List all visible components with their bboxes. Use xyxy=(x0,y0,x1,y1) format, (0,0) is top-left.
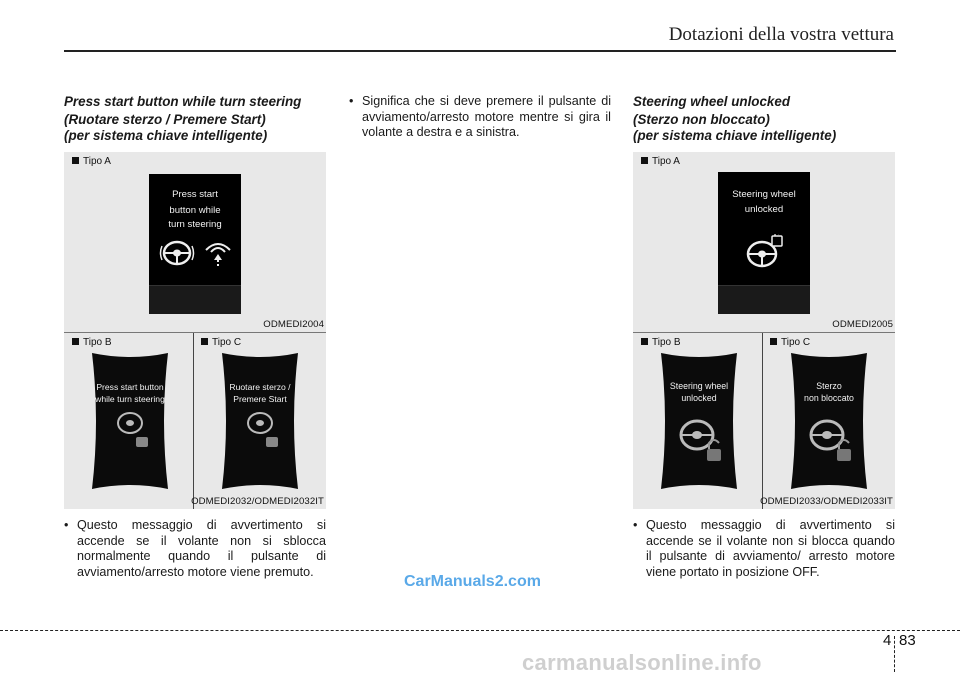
screen-line: while turn steering xyxy=(95,394,165,404)
heading-line: (Sterzo non bloccato) xyxy=(633,112,770,127)
screen-line: button while xyxy=(169,205,221,216)
figure-tag: Tipo A xyxy=(641,156,680,167)
figure-tipo-b-c xyxy=(64,332,326,509)
figure-tag: Tipo C xyxy=(770,337,810,348)
column-left xyxy=(64,94,326,580)
footer-watermark: carmanualsonline.info xyxy=(522,650,762,675)
cluster-screen xyxy=(149,174,241,314)
heading-line: Steering wheel unlocked xyxy=(633,94,791,109)
cluster-screen xyxy=(718,172,810,314)
bullet-text: • Questo messaggio di avvertimento si accende se il volante non si sblocca normalmente quando il pulsante di avviamento/arresto motore viene premuto. xyxy=(64,518,326,579)
screen-line: unlocked xyxy=(744,204,784,215)
arrows-up-icon xyxy=(203,238,233,270)
figure-tag: Tipo B xyxy=(72,337,112,348)
figure-tipo-a xyxy=(64,152,326,332)
section-heading xyxy=(633,94,895,144)
screen-line: Press start button xyxy=(96,382,164,392)
screen-line: Sterzo xyxy=(816,381,842,391)
figure-code: ODMEDI2032/ODMEDI2032IT xyxy=(191,496,324,507)
heading-line: (per sistema chiave intelligente) xyxy=(633,128,837,143)
column-middle xyxy=(349,94,611,141)
column-right xyxy=(633,94,895,580)
heading-line: (per sistema chiave intelligente) xyxy=(64,128,268,143)
screen-line: non bloccato xyxy=(804,393,854,403)
figure-tag: Tipo C xyxy=(201,337,241,348)
figure-tipo-a xyxy=(633,152,895,332)
figure-code: ODMEDI2004 xyxy=(263,319,324,330)
screen-line: Premere Start xyxy=(233,394,287,404)
watermark-link[interactable]: CarManuals2.com xyxy=(404,573,541,590)
screen-line: Press start xyxy=(172,189,218,200)
screen-line: Ruotare sterzo / xyxy=(229,382,291,392)
heading-line: (Ruotare sterzo / Premere Start) xyxy=(64,112,266,127)
figure-tipo-b-c xyxy=(633,332,895,509)
figure-tag: Tipo B xyxy=(641,337,681,348)
screen-line: unlocked xyxy=(681,393,717,403)
cluster-display-b xyxy=(657,351,741,491)
heading-line: Press start button while turn steering xyxy=(64,94,302,109)
figure-tag: Tipo A xyxy=(72,156,111,167)
figure-code: ODMEDI2005 xyxy=(832,319,893,330)
screen-line: Steering wheel xyxy=(732,189,796,200)
page-number: 83 xyxy=(899,632,916,649)
screen-line: turn steering xyxy=(168,219,222,230)
header-rule xyxy=(64,50,896,52)
header-title: Dotazioni della vostra vettura xyxy=(668,24,894,45)
footer-rule xyxy=(0,630,960,631)
cluster-display-b xyxy=(88,351,172,491)
chapter-number: 4 xyxy=(883,632,892,649)
section-heading xyxy=(64,94,326,144)
screen-line: Steering wheel xyxy=(669,381,729,391)
steering-wheel-icon xyxy=(159,238,195,268)
figure-code: ODMEDI2033/ODMEDI2033IT xyxy=(760,496,893,507)
bullet-text: • Significa che si deve premere il pulsante di avviamento/arresto motore mentre si gira il volante a destra e a sinistra. xyxy=(349,94,611,139)
steering-wheel-icon xyxy=(744,234,784,270)
footer-separator xyxy=(894,636,895,672)
bullet-text: • Questo messaggio di avvertimento si accende se il volante non si blocca quando il pulsante di avviamento/ arresto motore viene portato in posizione OFF. xyxy=(633,518,895,579)
cluster-display-c xyxy=(218,351,302,491)
cluster-display-c xyxy=(787,351,871,491)
